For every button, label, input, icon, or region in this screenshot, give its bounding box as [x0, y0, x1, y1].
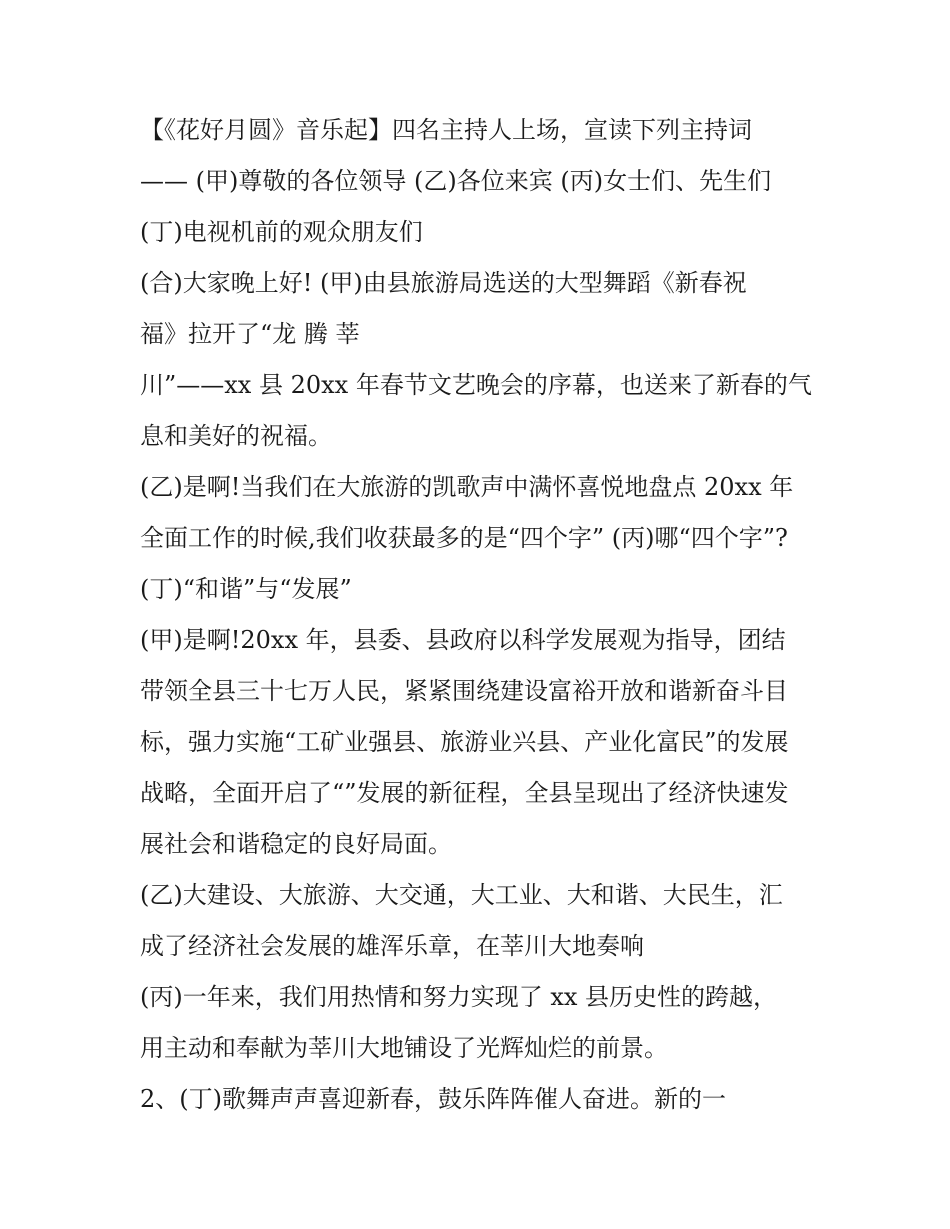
text-line-11: (甲)是啊!20xx 年，县委、县政府以科学发展观为指导，团结: [140, 626, 786, 654]
text-line-2: —— (甲)尊敬的各位领导 (乙)各位来宾 (丙)女士们、先生们: [140, 167, 772, 195]
text-line-12: 带领全县三十七万人民，紧紧围绕建设富裕开放和谐新奋斗目: [140, 677, 788, 705]
text-line-6: 川”——xx 县 20xx 年春节文艺晚会的序幕，也送来了新春的气: [140, 371, 812, 399]
text-line-5: 福》拉开了“龙 腾 莘: [140, 320, 360, 348]
text-line-13: 标，强力实施“工矿业强县、旅游业兴县、产业化富民”的发展: [140, 728, 789, 756]
text-line-18: (丙)一年来，我们用热情和努力实现了 xx 县历史性的跨越，: [140, 983, 778, 1011]
text-line-14: 战略，全面开启了“”发展的新征程，全县呈现出了经济快速发: [140, 779, 789, 807]
text-line-1: 【《花好月圆》音乐起】四名主持人上场，宣读下列主持词: [140, 116, 752, 144]
text-line-8: (乙)是啊!当我们在大旅游的凯歌声中满怀喜悦地盘点 20xx 年: [140, 473, 794, 501]
text-line-10: (丁)“和谐”与“发展”: [140, 575, 352, 603]
text-line-15: 展社会和谐稳定的良好局面。: [140, 830, 452, 858]
text-line-3: (丁)电视机前的观众朋友们: [140, 218, 423, 246]
text-line-4: (合)大家晚上好! (甲)由县旅游局选送的大型舞蹈《新春祝: [140, 269, 747, 297]
text-line-20: 2、(丁)歌舞声声喜迎新春，鼓乐阵阵催人奋进。新的一: [140, 1085, 726, 1113]
text-line-9: 全面工作的时候,我们收获最多的是“四个字” (丙)哪“四个字”?: [140, 524, 788, 552]
text-line-19: 用主动和奉献为莘川大地铺设了光辉灿烂的前景。: [140, 1034, 668, 1062]
document-text: [140, 108, 820, 1128]
text-line-7: 息和美好的祝福。: [140, 422, 332, 450]
text-line-16: (乙)大建设、大旅游、大交通，大工业、大和谐、大民生，汇: [140, 881, 783, 909]
text-line-17: 成了经济社会发展的雄浑乐章，在莘川大地奏响: [140, 932, 644, 960]
